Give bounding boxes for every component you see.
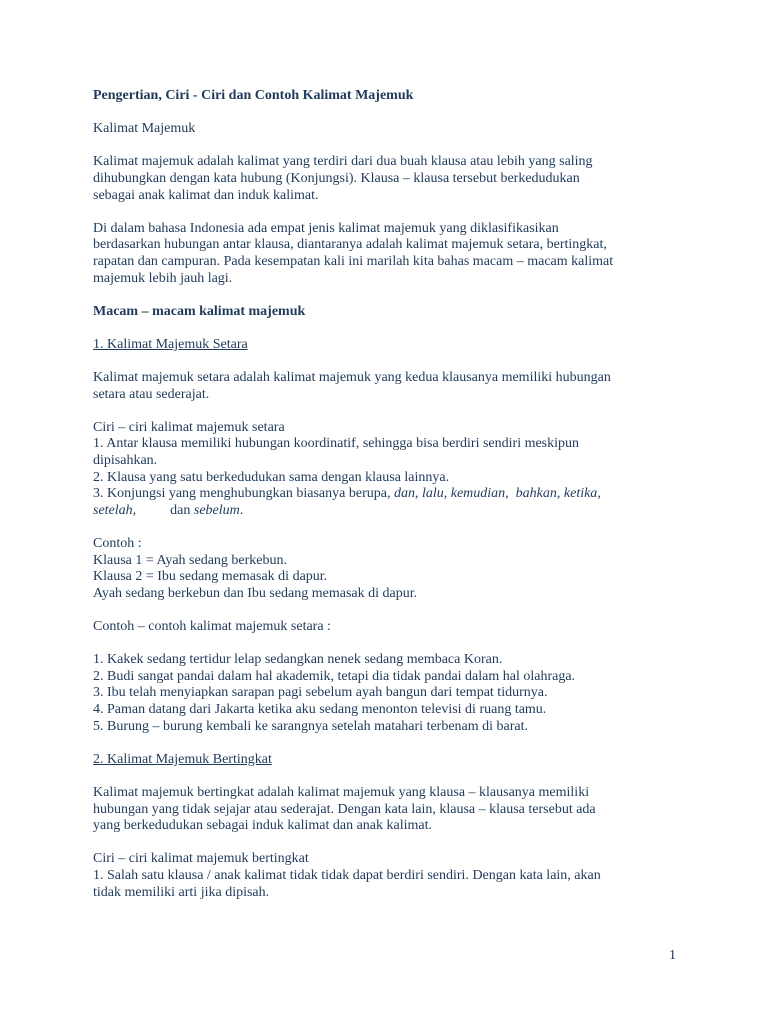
conjunction-word: kemudian bbox=[450, 486, 506, 502]
list-item: 4. Paman datang dari Jakarta ketika aku sedang menonton televisi di ruang tamu. bbox=[93, 701, 547, 717]
text-line: sebagai anak kalimat dan induk kalimat. bbox=[93, 187, 319, 203]
document-subtitle: Kalimat Majemuk bbox=[93, 121, 196, 137]
text-line: setelah, dan sebelum. bbox=[93, 502, 244, 518]
text-line: Di dalam bahasa Indonesia ada empat jenis kalimat majemuk yang diklasifikasikan bbox=[93, 220, 559, 236]
intro-paragraph-1 bbox=[93, 154, 708, 204]
setara-examples-list bbox=[93, 652, 708, 735]
document-title: Pengertian, Ciri - Ciri dan Contoh Kalimat Majemuk bbox=[93, 88, 414, 103]
conjunction-word: ketika bbox=[563, 486, 598, 502]
bertingkat-ciri-heading: Ciri – ciri kalimat majemuk bertingkat bbox=[93, 851, 309, 867]
text-line: Kalimat majemuk adalah kalimat yang terdiri dari dua buah klausa atau lebih yang saling bbox=[93, 154, 593, 170]
bertingkat-ciri-list bbox=[93, 851, 708, 901]
list-item: 2. Budi sangat pandai dalam hal akademik, tetapi dia tidak pandai dalam hal olahraga. bbox=[93, 668, 576, 684]
text-line: dipisahkan. bbox=[93, 453, 158, 469]
list-item: 5. Burung – burung kembali ke sarangnya setelah matahari terbenam di barat. bbox=[93, 718, 529, 734]
text-line: dihubungkan dengan kata hubung (Konjungsi). Klausa – klausa tersebut berkedudukan bbox=[93, 170, 580, 186]
list-item: 3. Ibu telah menyiapkan sarapan pagi sebelum ayah bangun dari tempat tidurnya. bbox=[93, 685, 548, 701]
setara-ciri-heading: Ciri – ciri kalimat majemuk setara bbox=[93, 419, 285, 435]
bertingkat-definition bbox=[93, 785, 708, 835]
text-line: tidak memiliki arti jika dipisah. bbox=[93, 884, 270, 900]
bertingkat-heading: 2. Kalimat Majemuk Bertingkat bbox=[93, 751, 272, 767]
text-line: Kalimat majemuk setara adalah kalimat majemuk yang kedua klausanya memiliki hubungan bbox=[93, 370, 611, 386]
text-line: 1. Antar klausa memiliki hubungan koordinatif, sehingga bisa berdiri sendiri meskipun bbox=[93, 436, 580, 452]
contoh2-heading: Contoh – contoh kalimat majemuk setara : bbox=[93, 619, 331, 634]
setara-ciri-list bbox=[93, 420, 708, 520]
setara-definition bbox=[93, 370, 708, 403]
conjunction-word: setelah bbox=[93, 502, 133, 518]
conjunction-word: sebelum bbox=[193, 502, 240, 518]
conjunction-and: dan bbox=[170, 502, 191, 518]
ciri-3-prefix: 3. Konjungsi yang menghubungkan biasanya berupa, bbox=[93, 486, 394, 502]
conjunction-word: bahkan bbox=[515, 486, 557, 502]
text-line: Ayah sedang berkebun dan Ibu sedang memasak di dapur. bbox=[93, 585, 418, 601]
list-item: 1. Kakek sedang tertidur lelap sedangkan nenek sedang membaca Koran. bbox=[93, 652, 503, 668]
contoh-heading: Contoh : bbox=[93, 536, 142, 552]
text-line: 3. Konjungsi yang menghubungkan biasanya berupa, dan, lalu, kemudian, bahkan, ketika, bbox=[93, 486, 601, 502]
section-heading: Macam – macam kalimat majemuk bbox=[93, 303, 306, 319]
text-line: Klausa 2 = Ibu sedang memasak di dapur. bbox=[93, 569, 328, 585]
text-line: Klausa 1 = Ayah sedang berkebun. bbox=[93, 552, 288, 568]
text-line: Kalimat majemuk bertingkat adalah kalimat majemuk yang klausa – klausanya memiliki bbox=[93, 784, 590, 800]
text-line: 1. Salah satu klausa / anak kalimat tidak tidak dapat berdiri sendiri. Dengan kata lain, akan bbox=[93, 867, 601, 883]
text-line: majemuk lebih jauh lagi. bbox=[93, 270, 233, 286]
text-line: yang berkedudukan sebagai induk kalimat dan anak kalimat. bbox=[93, 818, 433, 834]
conjunction-word: lalu bbox=[421, 486, 444, 502]
setara-heading: 1. Kalimat Majemuk Setara bbox=[93, 336, 248, 352]
intro-paragraph-2 bbox=[93, 221, 708, 287]
setara-contoh bbox=[93, 536, 708, 602]
text-line: rapatan dan campuran. Pada kesempatan kali ini marilah kita bahas macam – macam kalimat bbox=[93, 253, 614, 269]
page-number: 1 bbox=[669, 948, 676, 963]
text-line: hubungan yang tidak sejajar atau sederajat. Dengan kata lain, klausa – klausa tersebut ada bbox=[93, 801, 596, 817]
text-line: berdasarkan hubungan antar klausa, diantaranya adalah kalimat majemuk setara, bertingkat, bbox=[93, 237, 607, 253]
conjunction-word: dan bbox=[393, 486, 415, 502]
text-line: setara atau sederajat. bbox=[93, 386, 210, 402]
text-line: 2. Klausa yang satu berkedudukan sama dengan klausa lainnya. bbox=[93, 469, 450, 485]
